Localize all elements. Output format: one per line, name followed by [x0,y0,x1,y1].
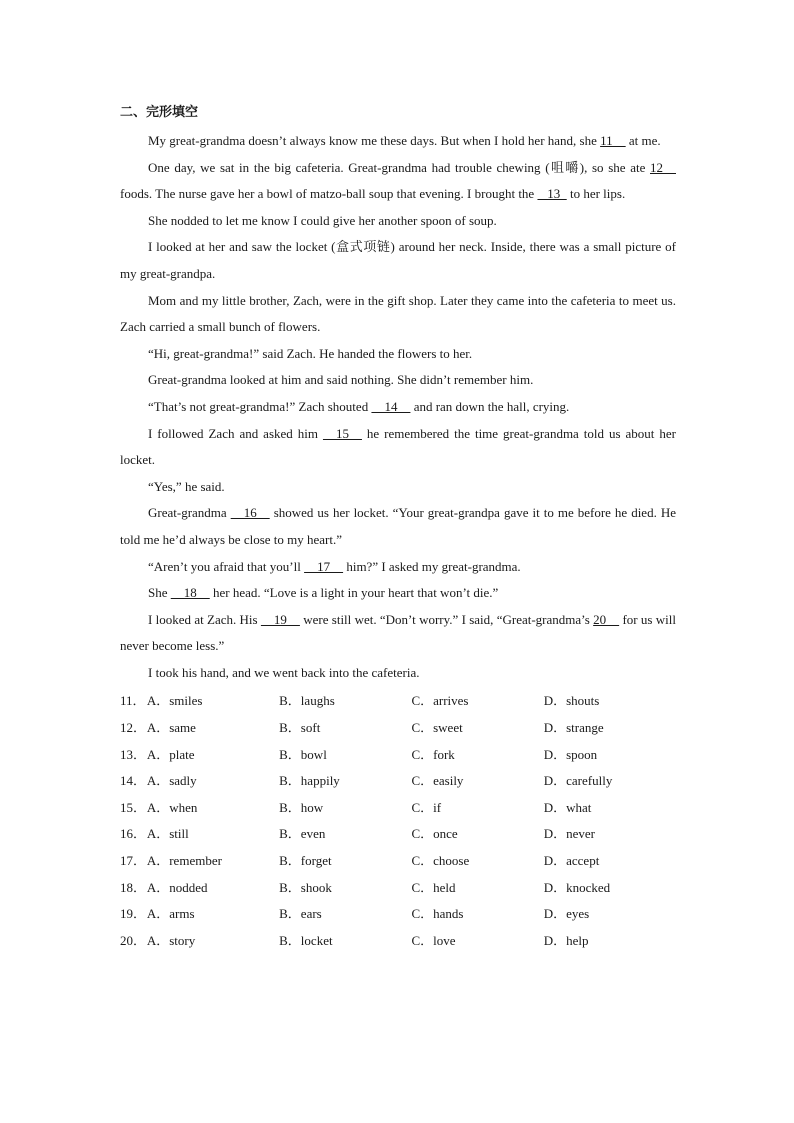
passage-text: My great-grandma doesn’t always know me these days. But when I hold her hand, she [148,133,601,148]
passage-text: he remembered the time great-grandma told us about her locket. [120,425,676,468]
cloze-passage [120,128,676,686]
blank-17: 17 [304,558,344,574]
passage-text: for us will never become less.” [120,611,676,654]
passage-paragraph [120,554,676,581]
option-a: A．nodded [146,879,208,895]
blank-18: 18 [170,585,210,601]
question-number: 12． [120,720,147,736]
option-d: D．knocked [543,879,611,895]
passage-text: showed us her locket. “Your great-grandpa gave it to me before he died. He told me he’d always be close to my heart.” [120,505,676,547]
document-page [120,102,676,954]
question-row [120,715,676,742]
option-b: B．how [279,799,324,815]
blank-20: 20 [593,611,620,627]
option-c: C．easily [411,773,464,789]
passage-text: I took his hand, and we went back into the cafeteria. [148,664,420,680]
question-row [120,795,676,822]
passage-paragraph [120,234,676,287]
option-a: A．arms [146,906,195,922]
passage-paragraph [120,500,676,553]
question-row [120,901,676,928]
passage-paragraph [120,288,676,341]
option-d: D．accept [543,853,600,869]
option-b: B．soft [279,720,321,736]
blank-15: 15 [322,425,362,441]
blank-16: 16 [230,505,270,521]
option-a: A．when [146,799,198,815]
passage-text: “Aren’t you afraid that you’ll [148,558,305,574]
option-c: C．if [411,799,442,815]
option-d: D．shouts [543,693,600,709]
passage-paragraph [120,421,676,474]
question-number: 15． [120,799,147,815]
question-number: 19． [120,906,147,922]
question-number: 11． [120,693,146,709]
passage-paragraph [120,208,676,235]
blank-19: 19 [260,611,300,627]
option-c: C．arrives [411,693,469,709]
passage-paragraph [120,155,676,208]
option-a: A．still [146,826,189,842]
option-b: B．bowl [279,746,327,762]
blank-12: 12 [650,159,676,175]
question-row [120,875,676,902]
question-row [120,688,676,715]
passage-text: She [148,585,171,601]
option-a: A．story [146,932,196,948]
passage-text: Mom and my little brother, Zach, were in the gift shop. Later they came into the cafeteria to meet us. Zach carried a small bunch of flowers. [120,292,676,335]
option-b: B．laughs [279,693,335,709]
passage-paragraph [120,474,676,501]
passage-text: I looked at Zach. His [148,611,261,627]
passage-text: and ran down the hall, crying. [410,398,570,414]
blank-11: 11 [600,133,626,148]
passage-text: I followed Zach and asked him [148,425,323,441]
option-b: B．shook [279,879,332,895]
option-a: A．smiles [146,693,203,709]
question-row [120,768,676,795]
passage-text: her head. “Love is a light in your heart that won’t die.” [209,585,499,601]
option-d: D．never [543,826,595,842]
question-number: 16． [120,826,147,842]
passage-paragraph [120,660,676,687]
option-c: C．choose [411,853,470,869]
option-c: C．love [411,932,456,948]
passage-paragraph [120,580,676,607]
option-d: D．carefully [543,773,613,789]
option-d: D．strange [543,720,604,736]
passage-text: Great-grandma [148,505,231,521]
option-c: C．hands [411,906,464,922]
section-title: 二、完形填空 [120,105,199,120]
option-d: D．help [543,932,589,948]
option-a: A．plate [146,746,195,762]
passage-paragraph [120,607,676,660]
passage-paragraph [120,394,676,421]
passage-text: “That’s not great-grandma!” Zach shouted [148,398,372,414]
option-b: B．happily [279,773,340,789]
option-a: A．sadly [146,773,197,789]
question-number: 13． [120,746,147,762]
passage-text: to her lips. [566,186,626,202]
option-d: D．eyes [543,906,590,922]
question-row [120,928,676,955]
passage-paragraph [120,341,676,368]
passage-text: I looked at her and saw the locket (盒式项链) around her neck. Inside, there was a small picture of my great-grandpa. [120,239,676,281]
question-row [120,821,676,848]
option-b: B．ears [279,906,322,922]
blank-13: 13 [537,186,567,202]
option-d: D．spoon [543,746,598,762]
option-a: A．same [146,720,196,736]
passage-text: foods. The nurse gave her a bowl of matzo-ball soup that evening. I brought the [120,186,538,202]
option-b: B．even [279,826,326,842]
question-number: 18． [120,879,147,895]
option-b: B．forget [279,853,332,869]
passage-text: One day, we sat in the big cafeteria. Great-grandma had trouble chewing (咀嚼), so she ate [148,159,650,175]
passage-text: Great-grandma looked at him and said nothing. She didn’t remember him. [148,372,534,388]
question-row [120,742,676,769]
option-c: C．sweet [411,720,463,736]
blank-14: 14 [371,398,411,414]
option-d: D．what [543,799,592,815]
passage-text: “Hi, great-grandma!” said Zach. He handed the flowers to her. [148,345,473,361]
option-c: C．held [411,879,456,895]
passage-text: She nodded to let me know I could give her another spoon of soup. [148,212,497,228]
question-number: 17． [120,853,147,869]
question-number: 14． [120,773,147,789]
question-number: 20． [120,932,147,948]
passage-paragraph [120,367,676,394]
option-b: B．locket [279,932,333,948]
passage-paragraph [120,128,676,155]
passage-text: him?” I asked my great-grandma. [343,558,521,574]
answer-options [120,688,676,954]
option-c: C．fork [411,746,455,762]
passage-text: were still wet. “Don’t worry.” I said, “Great-grandma’s [299,611,594,627]
question-row [120,848,676,875]
passage-text: “Yes,” he said. [148,478,225,494]
option-c: C．once [411,826,458,842]
option-a: A．remember [146,853,222,869]
passage-text: at me. [625,133,661,148]
